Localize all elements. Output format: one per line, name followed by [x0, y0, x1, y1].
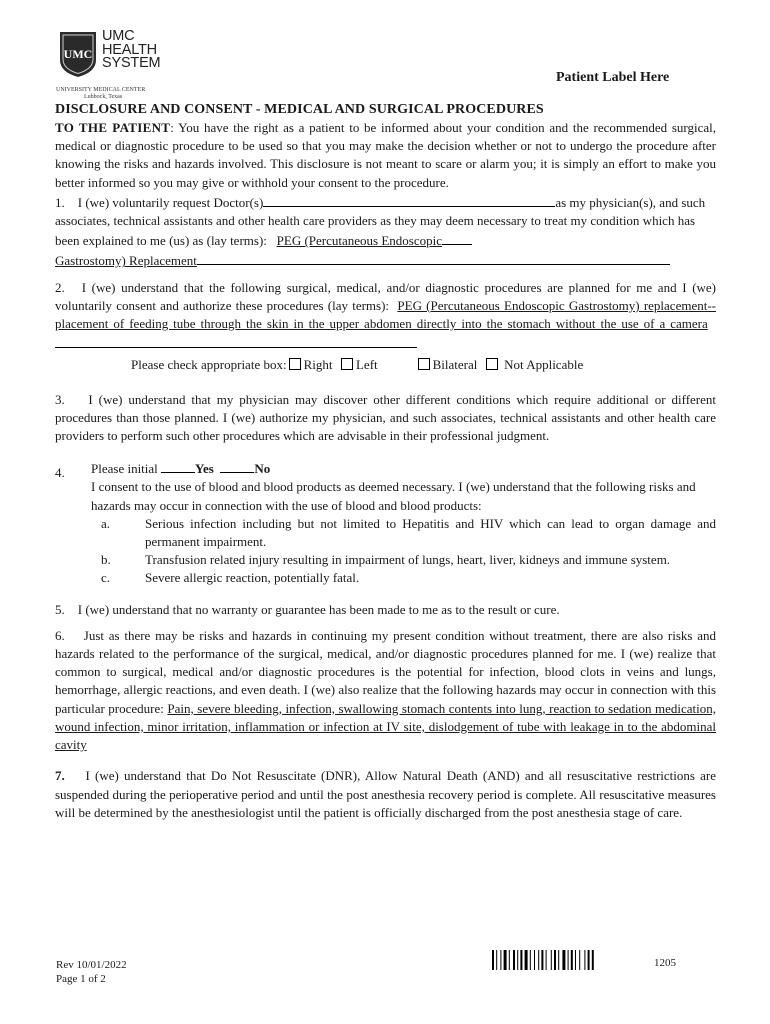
form-number: 1205	[654, 957, 676, 969]
condition-line-2-end	[197, 250, 670, 265]
risk-letter: a.	[101, 515, 111, 531]
barcode-bar	[551, 950, 552, 970]
item-7-number: 7.	[55, 768, 65, 784]
barcode-bar	[568, 950, 569, 970]
barcode-bar	[500, 950, 501, 970]
institution-name: UNIVERSITY MEDICAL CENTER	[56, 87, 146, 93]
blood-consent-initials	[91, 458, 716, 478]
condition-lay-terms-1[interactable]: PEG (Percutaneous Endoscopic	[276, 233, 443, 249]
item-4-number: 4.	[55, 465, 65, 481]
barcode-bar	[575, 950, 576, 970]
logo-line-3: SYSTEM	[102, 55, 161, 71]
umc-logo	[56, 30, 168, 82]
barcode-bar	[562, 950, 565, 970]
item-4	[55, 458, 716, 587]
barcode-icon	[492, 950, 638, 970]
risk-letter: b.	[101, 552, 111, 568]
logo-line-2: HEALTH	[102, 41, 157, 58]
barcode-bar	[520, 950, 522, 970]
procedure-hazards[interactable]: Pain, severe bleeding, infection, swallowing stomach contents into lung, reaction to sedation medication, wound infection, minor irritation, inflammation or infection at IV site, dislodgement of tube with leakage in to the abdominal cavity	[55, 700, 716, 753]
barcode-bar	[492, 950, 494, 970]
barcode-bar	[496, 950, 497, 970]
barcode-bar	[546, 950, 547, 970]
item-2	[55, 279, 716, 354]
form-title: DISCLOSURE AND CONSENT - MEDICAL AND SURGICAL PROCEDURES	[55, 102, 544, 117]
footer-info	[56, 958, 127, 986]
item-6-number: 6.	[55, 627, 65, 643]
option-bilateral: Bilateral	[432, 357, 478, 373]
barcode-bar	[504, 950, 507, 970]
barcode-bar	[517, 950, 518, 970]
item-2-number: 2.	[55, 279, 65, 295]
checkbox-left[interactable]	[341, 358, 353, 370]
barcode-bar	[509, 950, 510, 970]
condition-line-end	[442, 230, 472, 245]
barcode-bar	[530, 950, 531, 970]
initial-yes-label: Yes	[195, 461, 214, 477]
item-7-text: I (we) understand that Do Not Resuscitate (DNR), Allow Natural Death (AND) and all resuscitative restrictions are suspended during the perioperative period and until the post anesthesia recovery period is complete. All resuscitative measures will be determined by the anesthesiologist until the patient is officially discharged from the post anesthesia stage of care.	[55, 768, 717, 820]
item-6	[55, 627, 716, 754]
form-body	[55, 101, 716, 822]
check-prompt: Please check appropriate box:	[131, 357, 287, 373]
seal-text: UMC	[63, 47, 93, 61]
item-2-text: I (we) understand that the following surgical, medical, and/or diagnostic procedures are planned for me and I (we) voluntarily consent and authorize these procedures (lay terms):	[55, 279, 717, 313]
institution-location: Lubbock, Texas	[84, 94, 123, 100]
blood-risk-item	[101, 569, 716, 587]
risk-text: Serious infection including but not limited to Hepatitis and HIV which can lead to organ damage and permanent impairment.	[145, 515, 716, 550]
side-checkbox-row	[55, 356, 716, 374]
initial-yes-field[interactable]	[161, 458, 195, 473]
item-5-text: I (we) understand that no warranty or guarantee has been made to me as to the result or cure.	[77, 601, 560, 617]
condition-lay-terms-2[interactable]: Gastrostomy) Replacement	[55, 253, 197, 269]
item-3-number: 3.	[55, 391, 65, 407]
barcode-bar	[541, 950, 543, 970]
intro-text: : You have the right as a patient to be informed about your condition and the recommended surgical, medical or diagnostic procedure to be used so that you may make the decision whether or not to undergo the procedure after knowing the risks and hazards involved. This disclosure is not meant to scare or alarm you; it is simply an effort to make you better informed so you may give or withhold your consent to the procedure.	[55, 120, 717, 190]
option-right: Right	[303, 357, 333, 373]
doctor-name-field[interactable]	[263, 192, 555, 207]
barcode-bar	[538, 950, 539, 970]
logo-line-1: UMC	[102, 28, 135, 44]
item-4-text: I consent to the use of blood and blood products as deemed necessary. I (we) understand that the following risks and hazards may occur in connection with the use of blood and blood products:	[91, 479, 696, 513]
procedure-line-end	[55, 333, 417, 348]
planned-procedure[interactable]: PEG (Percutaneous Endoscopic Gastrostomy) replacement--placement of feeding tube through the skin in the upper abdomen directly into the stomach without the use of a camera	[55, 297, 716, 332]
item-1-physician: as my physician(s),	[555, 194, 657, 210]
initial-no-field[interactable]	[220, 458, 254, 473]
barcode-bar	[534, 950, 535, 970]
barcode-bar	[554, 950, 556, 970]
revision-date: Rev 10/01/2022	[56, 959, 127, 971]
intro-paragraph	[55, 119, 716, 192]
barcode-bar	[579, 950, 580, 970]
item-5	[55, 601, 716, 619]
option-left: Left	[355, 357, 378, 373]
option-not-applicable: Not Applicable	[504, 357, 584, 373]
institution-caption	[56, 87, 145, 101]
barcode-bar	[558, 950, 559, 970]
logo-wordmark	[102, 30, 160, 71]
barcode-bar	[584, 950, 585, 970]
barcode-bar	[592, 950, 594, 970]
checkbox-not-applicable[interactable]	[486, 358, 498, 370]
item-3	[55, 391, 716, 446]
page-number: Page 1 of 2	[56, 973, 106, 985]
barcode-bar	[588, 950, 590, 970]
blood-risk-list	[101, 515, 716, 588]
patient-label-area: Patient Label Here	[556, 70, 670, 85]
item-1	[55, 192, 716, 271]
item-6-text: Just as there may be risks and hazards in continuing my present condition without treatment, there are also risks and hazards related to the performance of the surgical, medical, and/or diagnostic procedures planned for me. I (we) realize that common to surgical, medical and/or diagnostic procedures is the potential for infection, blood clots in veins and lungs, hemorrhage, allergic reactions, and even death. I (we) also realize that the following hazards may occur in connection with this particular procedure:	[55, 627, 717, 716]
item-3-text: I (we) understand that my physician may discover other different conditions which require additional or different procedures than those planned. I (we) authorize my physician, and such associates, technical assistants and other health care providers to perform such other procedures which are advisable in their professional judgment.	[55, 391, 717, 444]
item-7	[55, 767, 716, 822]
initial-prompt: Please initial	[91, 461, 158, 477]
umc-seal-icon	[56, 30, 100, 78]
item-1-associates: and such associates, technical assistants and other health care providers as they may deem necessary to treat my condition which has been explained to me (us) as (lay terms):	[55, 194, 706, 249]
risk-text: Severe allergic reaction, potentially fatal.	[145, 570, 360, 586]
intro-lead: TO THE PATIENT	[55, 120, 171, 135]
item-5-number: 5.	[55, 601, 65, 617]
item-1-request: I (we) voluntarily request Doctor(s)	[77, 194, 264, 210]
risk-letter: c.	[101, 570, 111, 586]
blood-risk-item	[101, 551, 716, 569]
checkbox-right[interactable]	[289, 358, 301, 370]
barcode-bar	[525, 950, 528, 970]
item-1-number: 1.	[55, 194, 65, 210]
blood-risk-item	[101, 515, 716, 551]
barcode-bar	[513, 950, 515, 970]
risk-text: Transfusion related injury resulting in impairment of lungs, heart, liver, kidneys and immune system.	[145, 552, 671, 568]
checkbox-bilateral[interactable]	[418, 358, 430, 370]
initial-no-label: No	[254, 461, 271, 477]
barcode-bar	[571, 950, 573, 970]
